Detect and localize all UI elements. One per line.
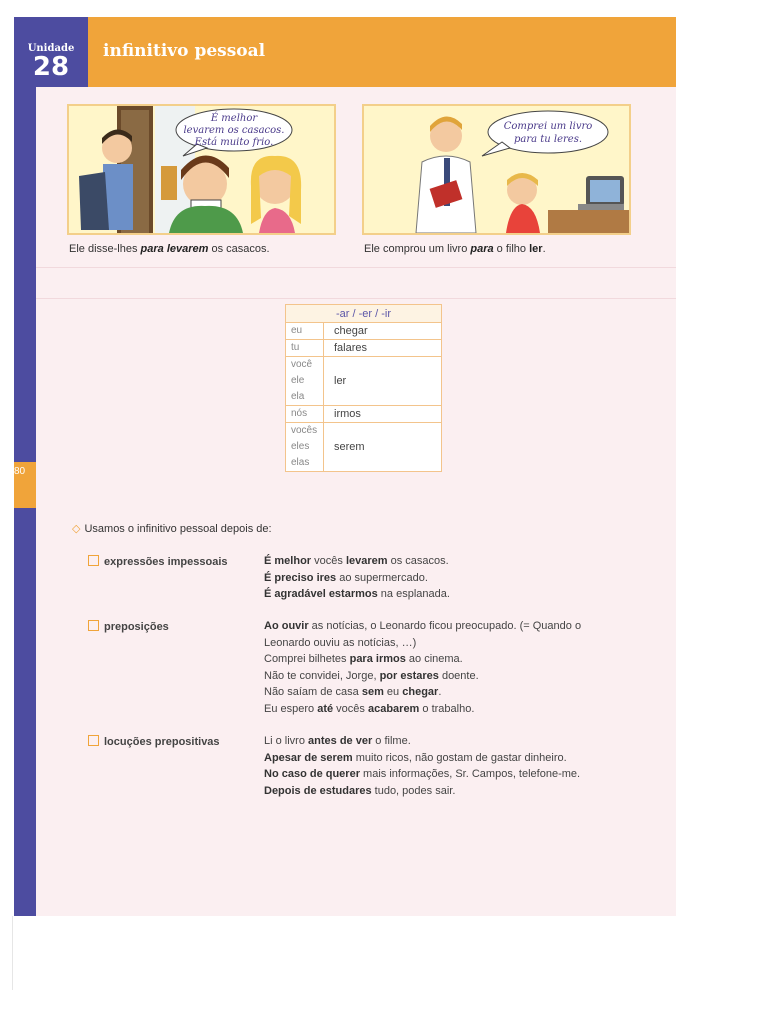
verb-form: serem (324, 423, 442, 472)
pronoun: eu (291, 325, 303, 336)
conjugation-row (286, 340, 442, 357)
highlighted-phrase: levarem (345, 555, 388, 567)
example-text: Leonardo ouviu as notícias, …) (264, 636, 417, 649)
square-bullet-icon (88, 735, 99, 746)
highlighted-phrase: antes de ver (308, 735, 373, 747)
examples-prepositions (264, 618, 644, 717)
examples-impersonal (264, 553, 644, 603)
highlighted-phrase: Ao ouvir (264, 620, 309, 632)
verb-form: chegar (324, 323, 442, 340)
example-line (264, 766, 644, 783)
scan-edge-line (12, 916, 13, 990)
highlighted-phrase: No caso de querer (264, 768, 360, 780)
example-text: Não saíam de casa (264, 686, 362, 698)
pronoun: tu (291, 342, 300, 353)
highlighted-phrase: É melhor (264, 555, 312, 567)
example-text: tudo, podes sair. (371, 784, 456, 797)
examples-prepositional-phrases (264, 733, 644, 799)
example-text: ao supermercado. (336, 571, 428, 584)
example-line (264, 618, 644, 635)
pronoun: eles (291, 441, 310, 452)
example-text: o filme. (372, 735, 411, 747)
highlighted-phrase: Apesar de serem (264, 751, 353, 764)
divider (36, 298, 676, 299)
conjugation-table (285, 304, 442, 472)
page-number: 80 (14, 462, 36, 508)
example-text: eu (383, 686, 403, 698)
example-line (264, 635, 644, 652)
pronoun-cell (286, 357, 324, 406)
example-text: Não te convidei, Jorge, (264, 669, 380, 682)
pronoun: ele (291, 375, 305, 386)
unit-number: 28 (32, 52, 70, 82)
verb-form: falares (324, 340, 442, 357)
example-line (264, 684, 644, 701)
pronoun: nós (291, 408, 308, 419)
example-text: os casacos. (387, 555, 449, 567)
example-text: muito ricos, não gostam de gastar dinheiro. (352, 751, 567, 764)
pronoun: vocês (291, 425, 318, 436)
usage-intro: ◇ Usamos o infinitivo pessoal depois de: (72, 523, 272, 535)
example-text: Comprei bilhetes (264, 653, 350, 665)
pronoun: ela (291, 391, 305, 402)
highlighted-phrase: É agradável estarmos (264, 588, 378, 600)
unit-badge (14, 17, 88, 87)
conjugation-header: -ar / -er / -ir (286, 305, 442, 323)
highlighted-phrase: por estares (379, 669, 439, 682)
bubble-line-2: para tu leres. (513, 134, 583, 145)
example-line (264, 570, 644, 587)
highlighted-phrase: Depois de estudares (264, 784, 372, 797)
verb-form: irmos (324, 406, 442, 423)
unit-header (14, 17, 676, 87)
unit-label: Unidade (27, 43, 75, 54)
highlighted-phrase: sem (361, 686, 384, 698)
cartoon-doctor-image (364, 106, 629, 233)
verb-form: ler (324, 357, 442, 406)
conjugation-row (286, 423, 442, 472)
bubble-line-1: Comprei um livro (503, 121, 593, 132)
conjugation-row (286, 323, 442, 340)
pronoun: elas (291, 457, 310, 468)
example-line (264, 651, 644, 668)
pronoun-cell (286, 340, 324, 357)
highlighted-phrase: acabarem (367, 702, 420, 715)
illustration-book (362, 104, 631, 235)
caption-coats: Ele disse-lhes para levarem os casacos. (69, 243, 270, 255)
caption-book: Ele comprou um livro para o filho ler. (364, 243, 546, 255)
category-impersonal: expressões impessoais (88, 555, 228, 568)
example-text: mais informações, Sr. Campos, telefone-me. (359, 768, 581, 780)
conjugation-row (286, 406, 442, 423)
bubble-line-3: Está muito frio. (194, 137, 274, 148)
example-line (264, 750, 644, 767)
example-text: Li o livro (264, 735, 309, 747)
example-line (264, 733, 644, 750)
example-text: doente. (438, 669, 479, 682)
example-line (264, 586, 644, 603)
category-prepositional-phrases: locuções prepositivas (88, 735, 220, 748)
diamond-icon: ◇ (72, 523, 81, 535)
highlighted-phrase: chegar (402, 686, 439, 698)
example-text: ao cinema. (405, 653, 463, 665)
highlighted-phrase: É preciso ires (264, 571, 337, 584)
bubble-line-1: É melhor (210, 113, 258, 124)
highlighted-phrase: até (317, 702, 334, 715)
square-bullet-icon (88, 620, 99, 631)
example-text: vocês (333, 702, 368, 715)
example-text: . (438, 686, 442, 698)
divider (36, 267, 676, 268)
highlighted-phrase: para irmos (349, 653, 406, 665)
cartoon-family-image (69, 106, 334, 233)
example-line (264, 668, 644, 685)
pronoun-cell (286, 423, 324, 472)
example-text: na esplanada. (377, 588, 450, 600)
category-prepositions: preposições (88, 620, 169, 633)
textbook-page (14, 17, 676, 916)
example-line (264, 783, 644, 800)
square-bullet-icon (88, 555, 99, 566)
example-line (264, 553, 644, 570)
bubble-line-2: levarem os casacos. (183, 125, 285, 136)
example-text: vocês (311, 555, 346, 567)
pronoun: você (291, 359, 313, 370)
example-text: Eu espero (264, 702, 318, 715)
illustration-coats (67, 104, 336, 235)
example-line (264, 701, 644, 718)
pronoun-cell (286, 323, 324, 340)
pronoun-cell (286, 406, 324, 423)
example-text: o trabalho. (419, 702, 475, 715)
example-text: as notícias, o Leonardo ficou preocupado. (= Quando o (308, 620, 582, 632)
conjugation-row (286, 357, 442, 406)
page-title: infinitivo pessoal (103, 41, 266, 61)
